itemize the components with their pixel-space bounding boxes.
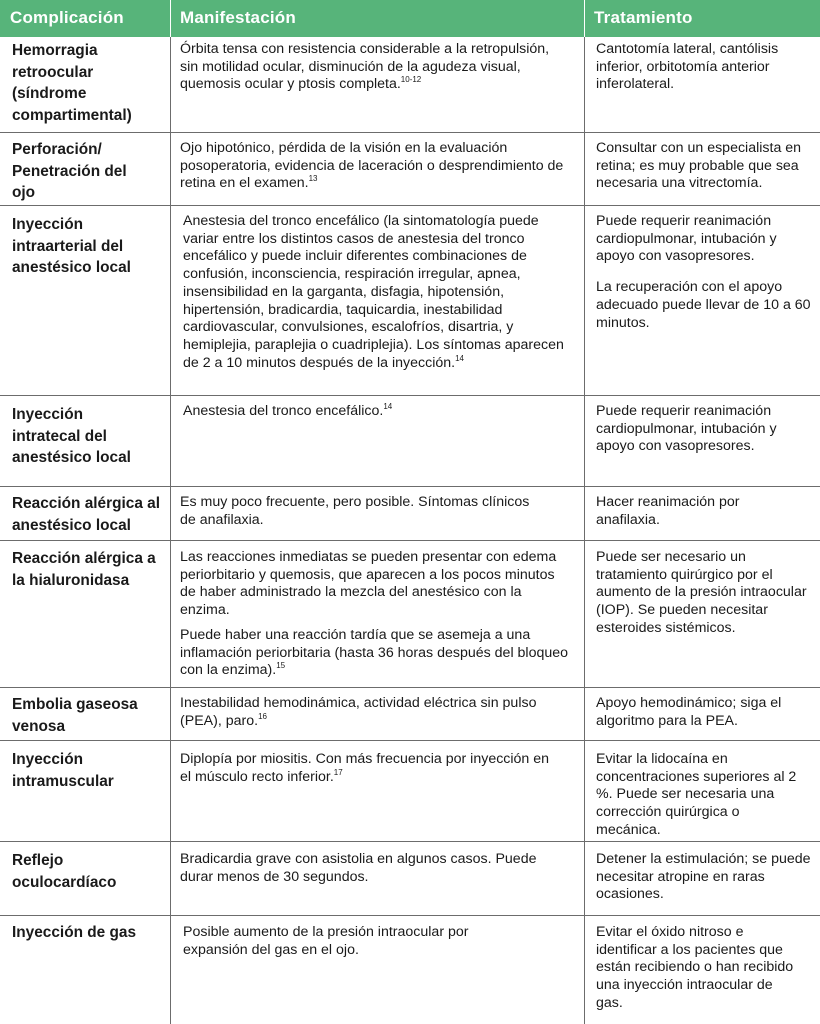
treatment-text: Apoyo hemodinámico; siga el algoritmo para la PEA. <box>596 695 782 729</box>
reference-superscript: 15 <box>276 661 286 671</box>
manifestation-cell <box>183 403 573 421</box>
manifestation-text: Bradicardia grave con asistolia en algunos casos. Puede durar menos de 30 segundos. <box>180 851 537 885</box>
row-divider <box>0 132 820 133</box>
header-treatment: Tratamiento <box>594 8 693 27</box>
complication-cell: Hemorragia retroocular (síndrome compartimental) <box>12 42 132 124</box>
manifestation-cell <box>183 213 573 372</box>
manifestation-cell <box>183 924 528 959</box>
treatment-cell <box>596 41 812 94</box>
manifestation-text: Inestabilidad hemodinámica, actividad eléctrica sin pulso (PEA), paro. <box>180 695 537 729</box>
treatment-cell <box>596 851 812 904</box>
treatment-cell <box>596 751 806 840</box>
complication-cell: Inyección intramuscular <box>12 751 114 790</box>
treatment-cell <box>596 549 812 638</box>
row-divider <box>0 841 820 842</box>
treatment-text: La recuperación con el apoyo adecuado puede llevar de 10 a 60 minutos. <box>596 279 811 331</box>
treatment-text: Cantotomía lateral, cantólisis inferior, orbitotomía anterior inferolateral. <box>596 41 779 93</box>
complication-cell: Inyección intratecal del anestésico local <box>12 406 131 466</box>
manifestation-text: Puede haber una reacción tardía que se asemeja a una inflamación periorbitaria (hasta 36 horas después del bloqueo con la enzima). <box>180 626 569 679</box>
header-manifestation: Manifestación <box>180 8 296 27</box>
reference-superscript: 17 <box>333 767 343 777</box>
manifestation-text: Anestesia del tronco encefálico. <box>183 403 384 419</box>
treatment-text: Puede requerir reanimación cardiopulmonar, intubación y apoyo con vasopresores. <box>596 403 777 455</box>
reference-superscript: 16 <box>258 711 267 721</box>
treatment-text: Hacer reanimación por anafilaxia. <box>596 494 740 528</box>
manifestation-cell <box>180 494 540 529</box>
treatment-text: Evitar la lidocaína en concentraciones superiores al 2 %. Puede ser necesaria una corrección quirúrgica o mecánica. <box>596 751 797 838</box>
complication-cell: Embolia gaseosa venosa <box>12 696 138 735</box>
reference-superscript: 14 <box>383 402 393 411</box>
row-divider <box>0 740 820 741</box>
treatment-text: Detener la estimulación; se puede necesitar atropine en raras ocasiones. <box>596 851 811 903</box>
complication-cell: Inyección intraarterial del anestésico local <box>12 216 131 276</box>
complication-cell: Reflejo oculocardíaco <box>12 852 117 891</box>
reference-superscript: 13 <box>308 174 318 184</box>
row-divider <box>0 395 820 396</box>
row-divider <box>0 205 820 206</box>
manifestation-cell <box>180 851 545 886</box>
row-divider <box>0 486 820 487</box>
manifestation-cell <box>180 751 555 786</box>
treatment-text: Puede requerir reanimación cardiopulmonar, intubación y apoyo con vasopresores. <box>596 213 777 265</box>
manifestation-text: Es muy poco frecuente, pero posible. Síntomas clínicos de anafilaxia. <box>180 494 530 528</box>
complication-cell: Perforación/ Penetración del ojo <box>12 141 127 201</box>
row-divider <box>0 687 820 688</box>
treatment-cell <box>596 924 802 1013</box>
treatment-cell <box>596 695 806 730</box>
treatment-cell <box>596 213 812 332</box>
manifestation-text: Anestesia del tronco encefálico (la sintomatología puede variar entre los distintos casos de anestesia del tronco encefálico y puede incluir diferentes combinaciones de confusión, inconsciencia, respiración irregular, apnea, insensibilidad en la garganta, disfagia, hipotensión, hipertensión, bradicardia, taquicardia, inestabilidad cardiovascular, convulsiones, escalofríos, disartria, y hemiplejia, paraplejia o cuadriplejia). Los síntomas aparecen de 2 a 10 minutos después de la inyección. <box>183 213 564 371</box>
treatment-cell <box>596 140 812 193</box>
complication-cell: Inyección de gas <box>12 924 137 941</box>
column-divider <box>584 37 585 1024</box>
reference-superscript: 14 <box>455 353 465 363</box>
manifestation-cell <box>180 140 570 193</box>
reference-superscript: 10-12 <box>400 75 422 85</box>
treatment-text: Puede ser necesario un tratamiento quirúrgico por el aumento de la presión intraocular (IOP). Se pueden necesitar esteroides sistémicos. <box>596 549 807 636</box>
manifestation-text: Ojo hipotónico, pérdida de la visión en la evaluación posoperatoria, evidencia de laceración o desprendimiento de retina en el examen. <box>180 140 564 192</box>
header-complication: Complicación <box>10 8 124 27</box>
manifestation-cell <box>180 41 570 94</box>
manifestation-cell <box>180 695 555 730</box>
row-divider <box>0 915 820 916</box>
manifestation-text: Posible aumento de la presión intraocular por expansión del gas en el ojo. <box>183 924 469 958</box>
manifestation-text: Las reacciones inmediatas se pueden presentar con edema periorbitario y quemosis, que aparecen a los pocos minutos de haber administrado la mezcla del anestésico con la enzima. <box>180 549 557 619</box>
treatment-cell <box>596 494 796 529</box>
manifestation-text: Diplopía por miositis. Con más frecuencia por inyección en el músculo recto inferior. <box>180 751 550 785</box>
treatment-text: Evitar el óxido nitroso e identificar a los pacientes que están recibiendo o han recibido una inyección intraocular de gas. <box>596 924 794 1011</box>
complication-cell: Reacción alérgica al anestésico local <box>12 495 160 534</box>
complication-cell: Reacción alérgica a la hialuronidasa <box>12 550 156 589</box>
row-divider <box>0 540 820 541</box>
treatment-text: Consultar con un especialista en retina; es muy probable que sea necesaria una vitrectomía. <box>596 140 802 192</box>
manifestation-text: Órbita tensa con resistencia considerable a la retropulsión, sin motilidad ocular, disminución de la agudeza visual, quemosis ocular y ptosis completa. <box>180 41 550 93</box>
treatment-cell <box>596 403 812 456</box>
manifestation-cell <box>180 549 570 680</box>
